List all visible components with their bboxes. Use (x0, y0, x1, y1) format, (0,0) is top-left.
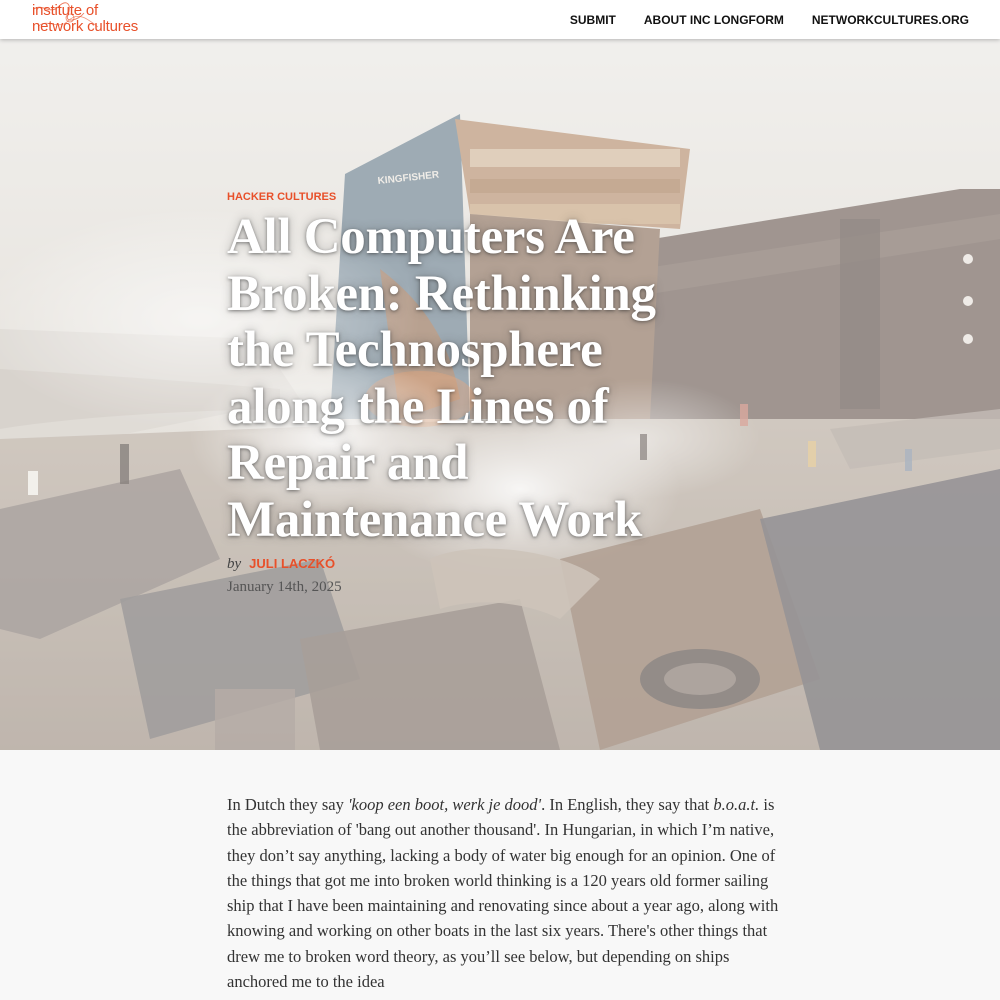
article-title: All Computers Are Broken: Rethinking the Technosphere along the Lines of Repair and Maintenance Work (227, 209, 656, 548)
nav-link-submit[interactable]: SUBMIT (569, 12, 616, 27)
main-nav (570, 0, 969, 39)
publish-date: January 14th, 2025 (227, 579, 342, 595)
hero-text-block (227, 191, 747, 596)
dutch-saying: 'koop een boot, werk je dood' (347, 795, 542, 814)
hero-section (0, 39, 1000, 750)
top-navigation-bar (0, 0, 1000, 39)
logo-line-1: institute of (32, 2, 98, 19)
article-body (227, 792, 779, 994)
nav-link-networkcultures[interactable]: NETWORKCULTURES.ORG (811, 12, 969, 27)
byline-prefix: by (227, 556, 242, 572)
boat-abbreviation: b.o.a.t. (713, 795, 760, 814)
paragraph-text: . In English, they say that (541, 795, 714, 814)
paragraph-text: is the abbreviation of 'bang out another thousand'. In Hungarian, in which I’m native, they don’t say anything, lacking a body of water big enough for an opinion. One of the things that got me into broken world thinking is a 120 years old former sailing ship that I have been maintaining and renovating since about a year ago, along with knowing and working on other boats in the last six years. There's other things that drew me to broken word theory, as you’ll see below, but depending on ships anchored me to the idea (227, 795, 779, 992)
ship-hull-lettering: KINGFISHER (377, 169, 440, 187)
site-logo[interactable] (32, 3, 138, 35)
nav-link-about-inc-longform[interactable]: ABOUT INC LONGFORM (643, 12, 784, 27)
logo-line-2: network cultures (32, 18, 139, 35)
paragraph-text: In Dutch they say (227, 795, 348, 814)
article-paragraph (227, 792, 779, 994)
author-link[interactable]: JULI LACZKÓ (249, 556, 336, 571)
category-link[interactable]: HACKER CULTURES (227, 191, 337, 203)
byline (227, 556, 747, 573)
